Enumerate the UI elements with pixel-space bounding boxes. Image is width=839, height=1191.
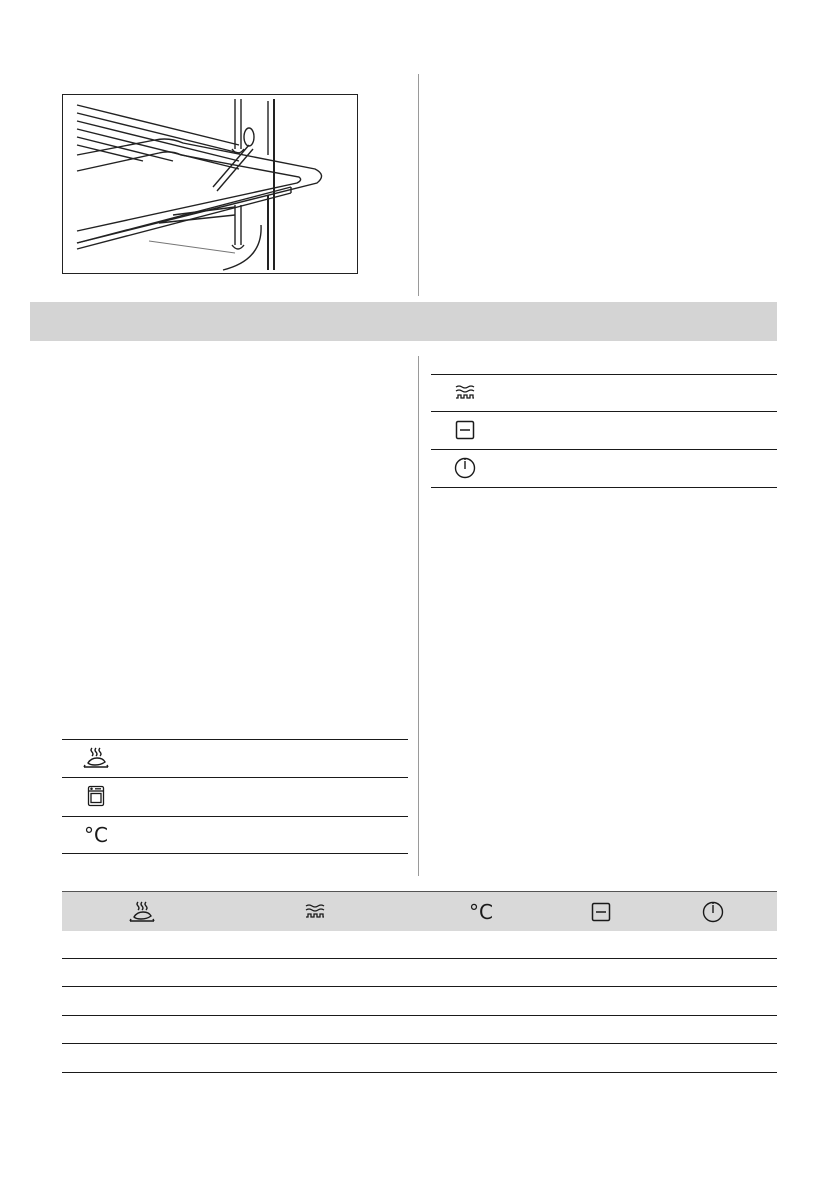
header-cell-shelf <box>554 892 648 932</box>
celsius-icon: °C <box>469 900 493 924</box>
shelf-position-icon <box>591 902 611 922</box>
oven-tray-illustration <box>62 94 358 274</box>
table-row <box>62 959 777 987</box>
timer-icon <box>447 454 483 482</box>
column-divider-top <box>418 74 419 296</box>
food-steam-icon <box>78 744 114 772</box>
bottom-heat-icon <box>447 379 483 407</box>
symbol-row <box>431 411 777 448</box>
celsius-icon <box>78 821 114 849</box>
right-symbol-table <box>431 374 777 489</box>
table-row <box>62 988 777 1016</box>
symbol-row <box>431 449 777 486</box>
table-row <box>62 931 777 959</box>
header-cell-food <box>62 892 222 932</box>
column-divider-middle <box>418 356 419 876</box>
celsius-symbol: °C <box>84 823 108 847</box>
table-row <box>62 1045 777 1073</box>
section-heading-band <box>30 302 777 341</box>
food-steam-icon <box>128 900 156 924</box>
table-bottom-rule <box>431 487 777 488</box>
symbol-row <box>62 816 408 853</box>
header-cell-temperature <box>408 892 554 932</box>
symbol-row <box>62 739 408 776</box>
table-bottom-rule <box>62 853 408 854</box>
symbol-row <box>62 777 408 814</box>
left-symbol-table <box>62 739 408 855</box>
settings-table-header <box>62 891 777 931</box>
header-cell-time <box>648 892 777 932</box>
oven-icon <box>78 782 114 810</box>
bottom-heat-icon <box>304 903 326 921</box>
shelf-position-icon <box>447 416 483 444</box>
header-cell-heating <box>222 892 408 932</box>
timer-icon <box>702 901 724 923</box>
table-row <box>62 1016 777 1044</box>
symbol-row <box>431 374 777 411</box>
